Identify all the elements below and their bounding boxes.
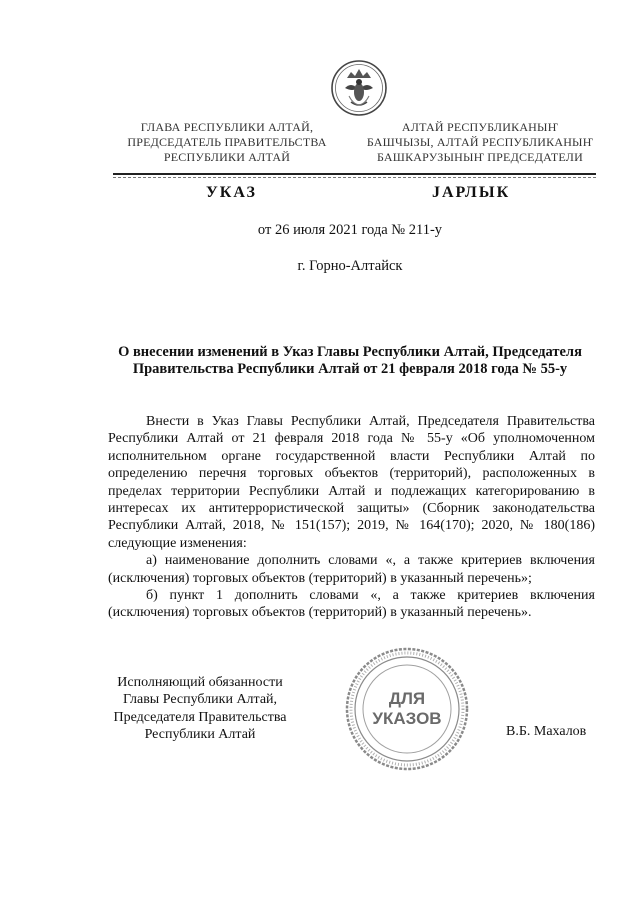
body-paragraph: б) пункт 1 дополнить словами «, а также критериев включения (исключения) торговых объектов (территорий) в указанный перечень». (108, 588, 595, 621)
header-right-block (360, 120, 600, 165)
position-line: Председателя Правительства (113, 709, 287, 725)
header-right-line: БАШЧЫЗЫ, АЛТАЙ РЕСПУБЛИКАНЫҤ (366, 135, 594, 149)
header-left-line: РЕСПУБЛИКИ АЛТАЙ (163, 150, 291, 164)
document-city: г. Горно-Алтайск (297, 258, 403, 274)
document-date: от 26 июля 2021 года № 211-у (257, 222, 443, 238)
document-title (100, 344, 600, 378)
header-divider (113, 173, 596, 175)
signatory-name: В.Б. Махалов (506, 724, 587, 739)
doc-type-russian: УКАЗ (206, 184, 257, 201)
signatory-position (100, 674, 300, 744)
header-left-block (112, 120, 342, 165)
header-right-line: АЛТАЙ РЕСПУБЛИКАНЫҤ (401, 120, 559, 134)
position-line: Исполняющий обязанности (117, 675, 283, 690)
document-body (108, 413, 595, 622)
body-paragraph: а) наименование дополнить словами «, а также критериев включения (исключения) торговых объектов (территорий) в указанный перечень»; (108, 553, 595, 586)
stamp-text-top: ДЛЯ (388, 689, 426, 708)
header-left-line: ГЛАВА РЕСПУБЛИКИ АЛТАЙ, (140, 120, 314, 134)
stamp-text-bottom: УКАЗОВ (372, 709, 442, 728)
header-right-line: БАШКАРУЗЫНЫҤ ПРЕДСЕДАТЕЛИ (377, 150, 583, 164)
title-line: О внесении изменений в Указ Главы Республики Алтай, Председателя (118, 344, 582, 360)
header-divider-thin (113, 177, 596, 178)
header-left-line: ПРЕДСЕДАТЕЛЬ ПРАВИТЕЛЬСТВА (127, 135, 327, 149)
title-line: Правительства Республики Алтай от 21 февраля 2018 года № 55-у (132, 361, 568, 377)
position-line: Главы Республики Алтай, (122, 692, 278, 708)
altai-coat-of-arms-icon (331, 58, 387, 118)
body-paragraph: Внести в Указ Главы Республики Алтай, Председателя Правительства Республики Алтай от 21 февраля 2018 года № 55-у «Об уполномоченном исполнительном органе государственной власти Республики Алтай по определению перечня торговых объектов (территорий), расположенных в пределах территории Республики Алтай и подлежащих категорированию в интересах их антитеррористической защиты» (Сборник законодательства Республики Алтай, 2018, № 151(157); 2019, № 164(170); 2020, № 180(186) следующие изменения: (108, 414, 595, 551)
official-stamp (344, 646, 470, 772)
doc-type-altai: ЈАРЛЫК (432, 184, 511, 201)
position-line: Республики Алтай (144, 727, 256, 743)
